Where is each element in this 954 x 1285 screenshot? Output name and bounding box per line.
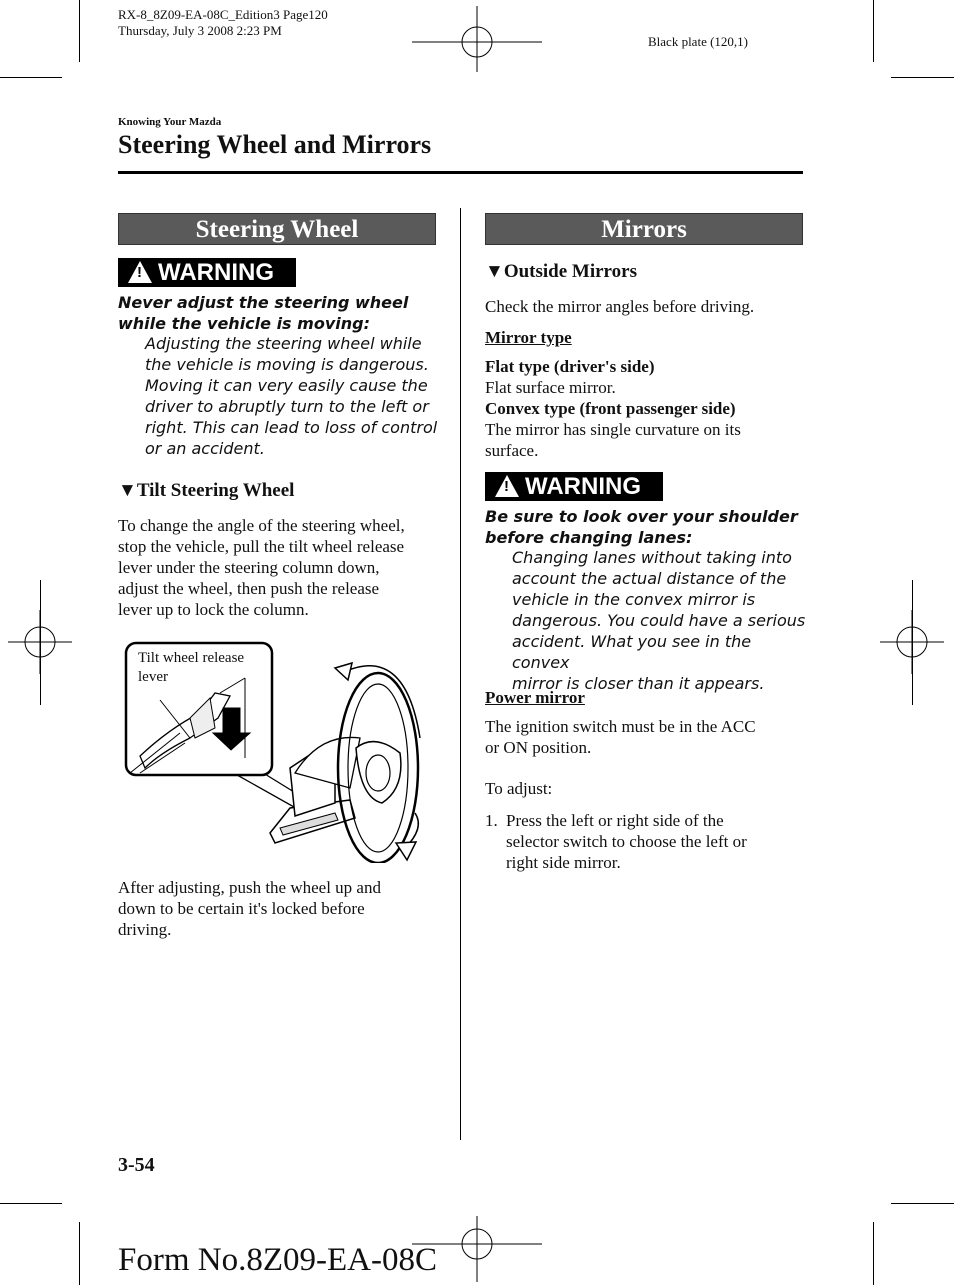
warning-line: right. This can lead to loss of control [145, 418, 438, 437]
print-meta-line2: Thursday, July 3 2008 2:23 PM [118, 23, 282, 38]
warning-line: dangerous. You could have a serious [512, 611, 806, 630]
figure-label [138, 649, 244, 687]
to-adjust-text: To adjust: [485, 779, 553, 798]
column-divider [460, 208, 461, 1140]
warning-line: account the actual distance of the [512, 569, 787, 588]
convex-type-title: Convex type (front passenger side) [485, 399, 736, 418]
figure-label-line: lever [138, 669, 168, 685]
crop-mark [873, 1222, 874, 1285]
warning-line: or an accident. [145, 439, 265, 458]
check-text: Check the mirror angles before driving. [485, 297, 755, 316]
crop-mark [79, 0, 80, 62]
print-meta-line1: RX-8_8Z09-EA-08C_Edition3 Page120 [118, 7, 328, 22]
tilt-line: adjust the wheel, then push the release [118, 579, 380, 598]
ignition-line: The ignition switch must be in the ACC [485, 717, 756, 736]
crop-mark [0, 1203, 62, 1204]
tilt-line: stop the vehicle, pull the tilt wheel release [118, 537, 405, 556]
flat-type-title: Flat type (driver's side) [485, 357, 655, 376]
print-meta [118, 7, 328, 39]
after-line: After adjusting, push the wheel up and [118, 878, 381, 897]
section-label: Knowing Your Mazda [118, 116, 222, 128]
tilt-heading [118, 480, 294, 502]
registration-mark-left [8, 610, 72, 674]
tilt-line: lever under the steering column down, [118, 558, 380, 577]
warning-title [485, 506, 805, 548]
warning-line: driver to abruptly turn to the left or [145, 397, 429, 416]
crop-mark [79, 1222, 80, 1285]
page-title: Steering Wheel and Mirrors [118, 130, 432, 159]
step-text [506, 810, 806, 873]
warning-line: mirror is closer than it appears. [512, 674, 765, 693]
section-band-steering-wheel: Steering Wheel [118, 213, 436, 245]
page-number: 3-54 [118, 1154, 155, 1176]
triangle-bullet-icon: ▼ [485, 261, 504, 282]
outside-mirrors-heading-text: Outside Mirrors [503, 261, 637, 282]
warning-icon: ! [495, 475, 519, 497]
convex-type-text: surface. [485, 441, 539, 460]
ignition-line: or ON position. [485, 738, 592, 757]
power-mirror-label: Power mirror [485, 688, 585, 707]
crop-mark [0, 77, 62, 78]
warning-title: Never adjust the steering wheel while the vehicle is moving: [118, 293, 409, 333]
section-band-mirrors: Mirrors [485, 213, 803, 245]
convex-type-text: The mirror has single curvature on its [485, 420, 741, 439]
warning-badge [118, 258, 296, 287]
tilt-paragraph [118, 515, 448, 620]
after-paragraph [118, 877, 448, 940]
step-line: Press the left or right side of the [506, 811, 724, 830]
warning-line: Adjusting the steering wheel while [145, 334, 422, 353]
warning-body [512, 547, 812, 694]
tilt-line: To change the angle of the steering wheel, [118, 516, 405, 535]
after-line: driving. [118, 920, 172, 939]
form-number: Form No.8Z09-EA-08C [118, 1242, 437, 1278]
warning-line: the vehicle is moving is dangerous. [145, 355, 429, 374]
crop-mark [891, 1203, 954, 1204]
crop-mark [891, 77, 954, 78]
step-number: 1. [485, 811, 498, 830]
warning-line: Moving it can very easily cause the [145, 376, 428, 395]
warning-icon: ! [128, 261, 152, 283]
plate-label: Black plate (120,1) [648, 34, 748, 49]
crop-mark [873, 0, 874, 62]
step-line: selector switch to choose the left or [506, 832, 747, 851]
flat-type-text: Flat surface mirror. [485, 378, 616, 397]
outside-mirrors-heading [485, 261, 637, 283]
mirror-type-list [485, 356, 805, 461]
warning-title-line: before changing lanes: [485, 528, 693, 547]
warning-title-line: Be sure to look over your shoulder [485, 507, 798, 526]
warning-label: WARNING [525, 473, 641, 500]
ignition-paragraph [485, 716, 805, 758]
after-line: down to be certain it's locked before [118, 899, 365, 918]
warning-body [145, 333, 445, 459]
warning-badge [485, 472, 663, 501]
registration-mark-top [412, 6, 542, 72]
mirror-type-label: Mirror type [485, 328, 572, 347]
tilt-line: lever up to lock the column. [118, 600, 309, 619]
figure-label-line: Tilt wheel release [138, 650, 245, 666]
warning-line: vehicle in the convex mirror is [512, 590, 756, 609]
warning-label: WARNING [158, 259, 274, 286]
triangle-bullet-icon: ▼ [118, 480, 137, 501]
warning-line: accident. What you see in the convex [512, 632, 752, 672]
tilt-heading-text: Tilt Steering Wheel [136, 480, 295, 501]
step-line: right side mirror. [506, 853, 621, 872]
header-rule [118, 171, 803, 174]
warning-line: Changing lanes without taking into [512, 548, 792, 567]
registration-mark-right [880, 610, 944, 674]
